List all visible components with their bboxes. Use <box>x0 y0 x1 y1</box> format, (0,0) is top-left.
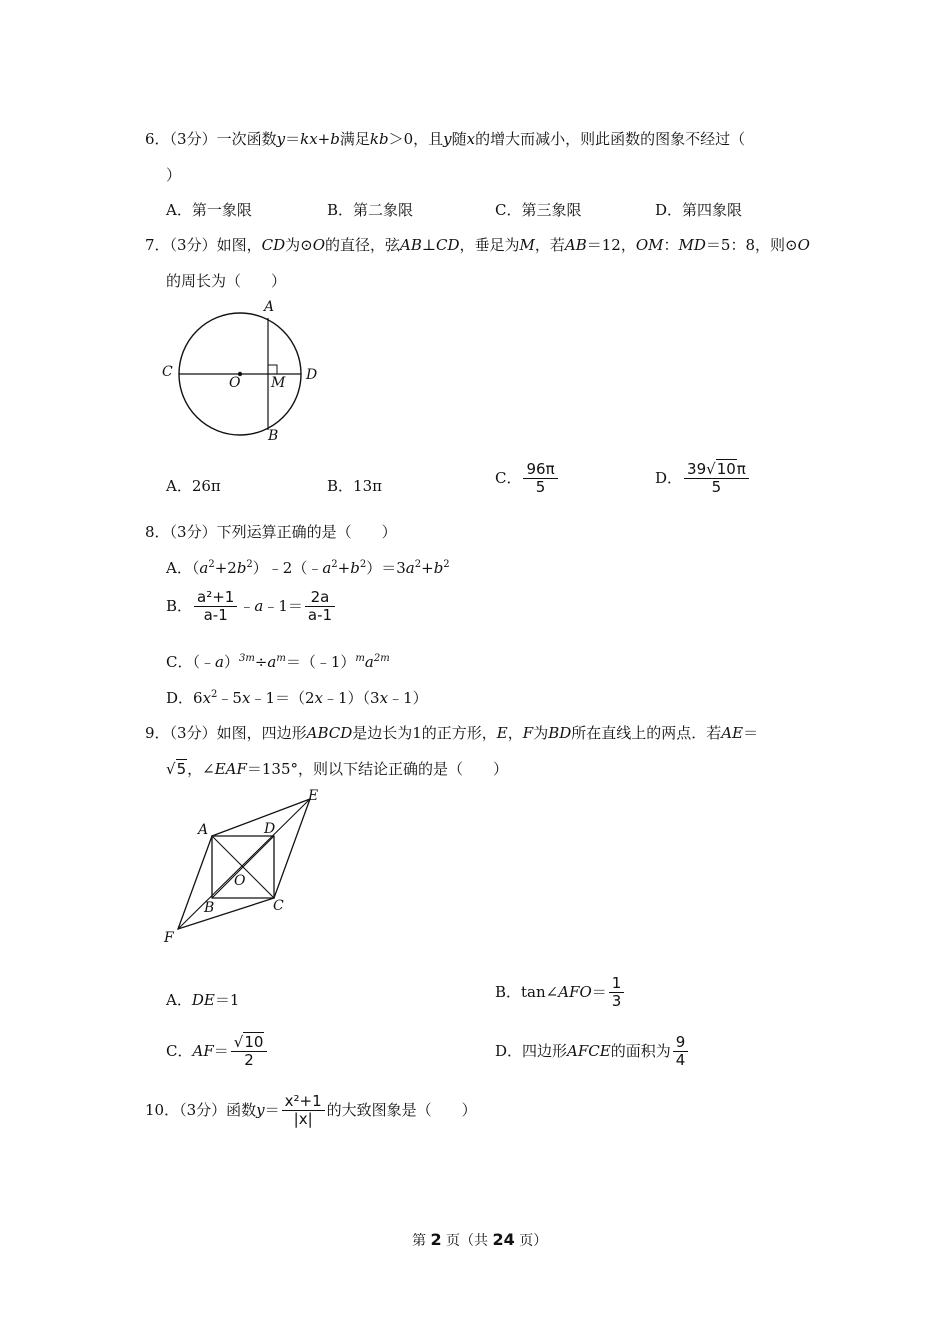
q8-option-a: A．$(a^2+2b^2)﹣2(﹣a^2+b^2)=3a^2+b^2$ <box>166 559 450 577</box>
q7-option-a: A．26π <box>166 477 221 495</box>
q7-circle-figure <box>158 296 328 446</box>
q8-b-fraction-left: $\frac{\text{a²+1}}{a-1}$ <box>194 589 237 625</box>
page-footer: 第 2 页（共 24 页） <box>412 1230 548 1249</box>
q7-c-fraction: $\frac{96\pi}{5}$ <box>523 461 557 497</box>
q6-option-c: C．第三象限 <box>495 201 582 219</box>
q6-close-paren: ） <box>166 166 182 184</box>
q10-stem: 10．（3分）函数y＝ $\frac{\text{x²+1}}{|x|}$ 的大致图象是（ ） <box>145 1092 477 1129</box>
q8-stem: 8．（3分）下列运算正确的是（ ） <box>145 523 397 541</box>
label-o: O <box>234 873 246 889</box>
q6-option-d: D．第四象限 <box>655 201 743 219</box>
q6-option-b: B．第二象限 <box>327 201 414 219</box>
q7-d-fraction: $\frac{39√10\pi}{5}$ <box>684 461 749 497</box>
label-c: C <box>162 364 173 380</box>
q7-option-b: B．13π <box>327 477 382 495</box>
page-number: 2 <box>430 1230 442 1249</box>
label-a: A <box>264 299 275 315</box>
q8-option-c: C．$(﹣a)^{3m}\div a^m=(﹣1)^ma^{2m}$ <box>166 653 390 671</box>
sqrt5: √5 <box>166 760 187 778</box>
q10-fraction: $\frac{\text{x²+1}}{|x|}$ <box>282 1093 325 1129</box>
q8-b-fraction-right: $\frac{2a}{a-1}$ <box>305 589 335 625</box>
label-b: B <box>204 900 215 916</box>
label-c: C <box>273 898 284 914</box>
q7-option-d: D． $\frac{39√10\pi}{5}$ <box>655 461 751 497</box>
q7-stem: 7．（3分）如图，CD为⊙O的直径，弦AB⊥CD，垂足为M，若AB＝12，OM：MD＝5：8，则⊙O <box>145 236 810 254</box>
line-fe <box>178 799 310 929</box>
q9-stem: 9．（3分）如图，四边形ABCD是边长为1的正方形，E，F为BD所在直线上的两点．若AE＝ <box>145 724 759 742</box>
q9-option-b: B．tan∠AFO＝ $\frac{1}{3}$ <box>495 975 626 1011</box>
label-d: D <box>306 367 318 383</box>
q6-option-a: A．第一象限 <box>166 201 252 219</box>
q9-c-fraction: $\frac{√10}{2}$ <box>231 1034 268 1070</box>
q9-d-fraction: $\frac{9}{4}$ <box>673 1034 689 1070</box>
label-d: D <box>264 821 276 837</box>
label-f: F <box>164 930 174 946</box>
q6-stem: 6．（3分）一次函数y＝kx+b满足kb＞0，且y随x的增大而减小，则此函数的图象不经过（ <box>145 130 746 148</box>
label-a: A <box>198 822 209 838</box>
label-m: M <box>271 375 286 391</box>
label-o: O <box>229 375 241 391</box>
total-pages: 24 <box>492 1230 515 1249</box>
right-angle-mark <box>268 365 277 374</box>
q9-option-a: A．DE＝1 <box>166 991 240 1009</box>
q8-option-b: B． $\frac{\text{a²+1}}{a-1}$ ﹣a﹣1＝ $\frac{2a}{a-1}$ <box>166 589 337 625</box>
q9-option-c: C．AF＝ $\frac{√10}{2}$ <box>166 1034 269 1070</box>
q9-b-fraction: $\frac{1}{3}$ <box>609 975 625 1011</box>
q8-option-d: D．$6x^2﹣5x﹣1=(2x﹣1)(3x﹣1)$ <box>166 689 428 707</box>
q7-option-c: C． $\frac{96\pi}{5}$ <box>495 461 560 497</box>
q9-option-d: D．四边形AFCE的面积为 $\frac{9}{4}$ <box>495 1034 690 1070</box>
q7-stem-line2: 的周长为（ ） <box>166 272 287 290</box>
q9-stem-line2: √5，∠EAF＝135°，则以下结论正确的是（ ） <box>166 760 509 778</box>
label-b: B <box>268 428 279 444</box>
label-e: E <box>308 788 319 804</box>
q9-square-figure <box>160 784 340 949</box>
